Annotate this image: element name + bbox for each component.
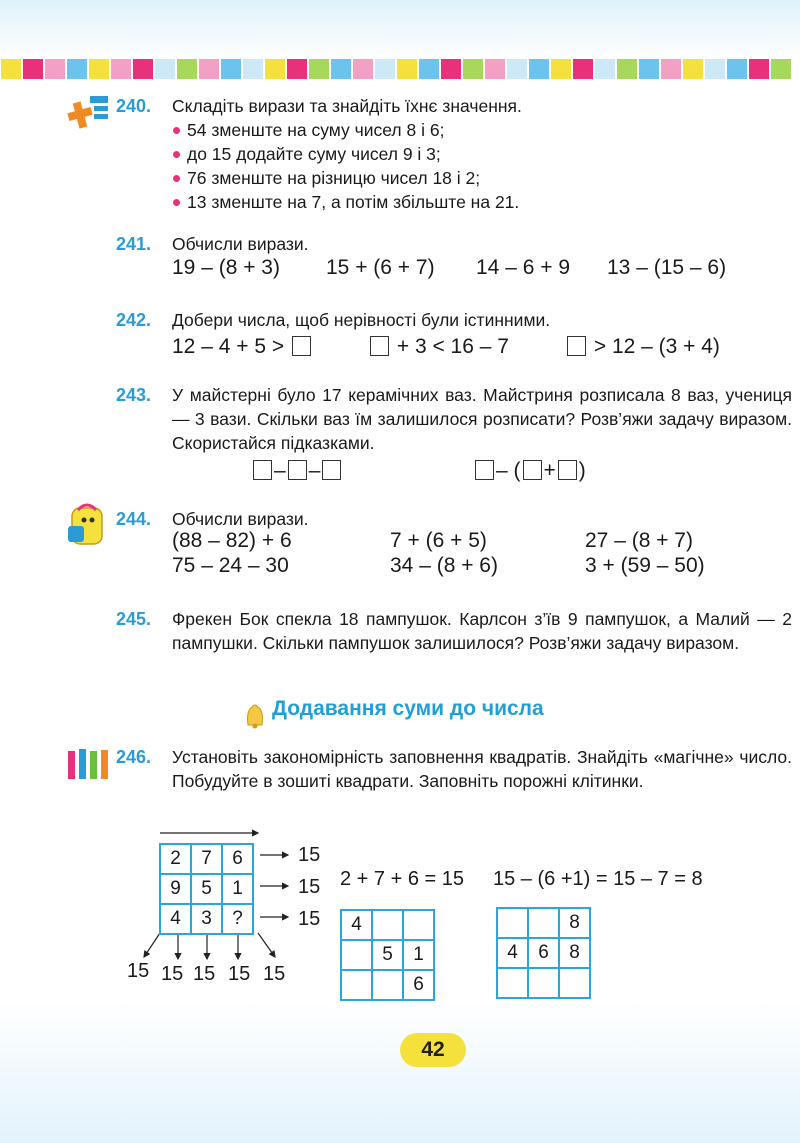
grid-cell: 1	[403, 940, 434, 970]
expression: (88 – 82) + 6	[172, 529, 292, 552]
list-item: до 15 додайте суму чисел 9 і 3;	[172, 142, 519, 166]
list-item: 13 зменште на 7, а потім збільште на 21.	[172, 190, 519, 214]
strip-cell	[462, 58, 484, 80]
strip-cell	[66, 58, 88, 80]
strip-cell	[704, 58, 726, 80]
grid-cell: 6	[403, 970, 434, 1000]
strip-cell	[242, 58, 264, 80]
strip-cell	[440, 58, 462, 80]
decorative-color-strip	[0, 58, 800, 82]
grid-cell: 6	[528, 938, 559, 968]
inequality-3	[565, 335, 720, 359]
task-number: 246.	[116, 747, 152, 767]
grid-cell: 9	[160, 874, 191, 904]
strip-cell	[682, 58, 704, 80]
grid-cell: 2	[160, 844, 191, 874]
grid-cell	[528, 908, 559, 938]
strip-cell	[396, 58, 418, 80]
strip-cell	[660, 58, 682, 80]
strip-cell	[110, 58, 132, 80]
inequality-2	[368, 335, 509, 359]
grid-cell: 8	[559, 908, 590, 938]
list-item: 54 зменште на суму чисел 8 і 6;	[172, 118, 519, 142]
strip-cell	[0, 58, 22, 80]
empty-box	[558, 460, 577, 480]
grid-cell: 6	[222, 844, 253, 874]
strip-cell	[550, 58, 572, 80]
bullet-list	[172, 118, 519, 214]
row-sum: 15	[298, 908, 321, 930]
strip-cell	[616, 58, 638, 80]
grid-cell	[497, 968, 528, 998]
task-text: Обчисли вирази.	[172, 234, 309, 254]
square-b	[496, 907, 591, 999]
empty-box	[292, 336, 311, 356]
open-paren: (	[513, 459, 521, 482]
grid-cell	[341, 970, 372, 1000]
inequality-text: 12 – 4 + 5 >	[172, 335, 285, 358]
strip-cell	[352, 58, 374, 80]
task-number: 241.	[116, 234, 152, 254]
expression: 7 + (6 + 5)	[390, 529, 487, 552]
expression: 13 – (15 – 6)	[607, 256, 727, 279]
square-a	[340, 909, 435, 1001]
column-sum: 15	[193, 963, 216, 985]
strip-cell	[330, 58, 352, 80]
table-row	[341, 940, 434, 970]
grid-cell: 5	[191, 874, 222, 904]
grid-cell	[403, 910, 434, 940]
plus-sign: +	[543, 459, 556, 482]
table-row	[497, 908, 590, 938]
expression: 34 – (8 + 6)	[390, 554, 498, 577]
strip-cell	[770, 58, 792, 80]
strip-cell	[572, 58, 594, 80]
empty-box	[475, 460, 494, 480]
minus-sign: –	[496, 459, 508, 482]
strip-cell	[132, 58, 154, 80]
task-246	[116, 745, 792, 820]
strip-cell	[88, 58, 110, 80]
expression: 75 – 24 – 30	[172, 554, 289, 577]
grid-cell: 1	[222, 874, 253, 904]
task-number: 244.	[116, 509, 152, 529]
strip-cell	[220, 58, 242, 80]
task-text: Фрекен Бок спекла 18 пампушок. Карлсон з’їв 9 пампушок, а Малий — 2 пампушки. Скільки пампушок залишилося? Розв’яжи задачу виразом.	[172, 609, 792, 653]
grid-cell: 3	[191, 904, 222, 934]
expression: 14 – 6 + 9	[476, 256, 570, 279]
strip-cell	[308, 58, 330, 80]
task-text: Добери числа, щоб нерівності були істинними.	[172, 310, 551, 330]
expression: 3 + (59 – 50)	[585, 554, 705, 577]
close-paren: )	[578, 459, 586, 482]
page-number: 42	[400, 1033, 466, 1067]
math-signs-icon	[66, 92, 112, 132]
list-item: 76 зменште на різницю чисел 18 і 2;	[172, 166, 519, 190]
strip-cell	[198, 58, 220, 80]
task-number: 242.	[116, 310, 152, 330]
inequality-1	[172, 335, 313, 359]
task-number: 240.	[116, 96, 152, 116]
task-text: У майстерні було 17 керамічних ваз. Майстриня розписала 8 ваз, учениця — 3 вази. Скільки ваз їм залишилося розписати? Розв’яжи задачу виразом. Скористайся підказками.	[172, 385, 792, 453]
grid-cell	[372, 970, 403, 1000]
column-sum: 15	[228, 963, 251, 985]
strip-cell	[176, 58, 198, 80]
strip-cell	[506, 58, 528, 80]
task-text: Складіть вирази та знайдіть їхнє значення.	[172, 96, 522, 116]
task-number: 245.	[116, 609, 152, 629]
task-text: Установіть закономірність заповнення квадратів. Знайдіть «магічне» число. Побудуйте в зошиті квадрати. Заповніть порожні клітинки.	[172, 747, 792, 791]
task-240	[116, 94, 736, 214]
minus-sign: –	[308, 459, 321, 482]
strip-cell	[528, 58, 550, 80]
hint-expression-1	[251, 459, 343, 483]
table-row	[160, 904, 253, 934]
empty-box	[322, 460, 341, 480]
pencils-icon	[62, 745, 112, 785]
table-row	[497, 968, 590, 998]
inequality-text: > 12 – (3 + 4)	[593, 335, 720, 358]
bell-icon	[242, 699, 268, 729]
grid-cell: 8	[559, 938, 590, 968]
inequality-text: + 3 < 16 – 7	[396, 335, 509, 358]
strip-cell	[44, 58, 66, 80]
strip-cell	[264, 58, 286, 80]
task-243	[116, 383, 792, 463]
strip-cell	[484, 58, 506, 80]
grid-cell: 4	[341, 910, 372, 940]
column-sum: 15	[263, 963, 286, 985]
grid-cell	[497, 908, 528, 938]
magic-square	[159, 843, 254, 935]
grid-cell	[559, 968, 590, 998]
grid-cell: 4	[160, 904, 191, 934]
strip-cell	[374, 58, 396, 80]
row-sum: 15	[298, 876, 321, 898]
empty-box	[567, 336, 586, 356]
empty-box	[523, 460, 542, 480]
grid-cell: ?	[222, 904, 253, 934]
strip-cell	[286, 58, 308, 80]
grid-cell	[341, 940, 372, 970]
backpack-icon	[64, 500, 110, 548]
column-sum: 15	[161, 963, 184, 985]
minus-sign: –	[274, 459, 286, 482]
strip-cell	[22, 58, 44, 80]
empty-box	[253, 460, 272, 480]
grid-cell: 7	[191, 844, 222, 874]
table-row	[497, 938, 590, 968]
hint-expression-2	[473, 459, 586, 483]
empty-box	[288, 460, 307, 480]
expression: 19 – (8 + 3)	[172, 256, 280, 279]
table-row	[341, 910, 434, 940]
task-245	[116, 607, 792, 682]
equation-1: 2 + 7 + 6 = 15	[340, 868, 464, 890]
section-heading: Додавання суми до числа	[272, 697, 544, 720]
strip-cell	[154, 58, 176, 80]
empty-box	[370, 336, 389, 356]
grid-cell	[372, 910, 403, 940]
table-row	[160, 844, 253, 874]
strip-cell	[726, 58, 748, 80]
grid-cell: 5	[372, 940, 403, 970]
table-row	[341, 970, 434, 1000]
expression: 27 – (8 + 7)	[585, 529, 693, 552]
strip-cell	[418, 58, 440, 80]
row-sum: 15	[298, 844, 321, 866]
expression: 15 + (6 + 7)	[326, 256, 435, 279]
task-text: Обчисли вирази.	[172, 509, 309, 529]
table-row	[160, 874, 253, 904]
task-242	[116, 308, 736, 338]
task-number: 243.	[116, 385, 152, 405]
strip-cell	[638, 58, 660, 80]
grid-cell: 4	[497, 938, 528, 968]
column-sum: 15	[127, 960, 150, 982]
equation-2: 15 – (6 +1) = 15 – 7 = 8	[493, 868, 703, 890]
grid-cell	[528, 968, 559, 998]
strip-cell	[594, 58, 616, 80]
strip-cell	[748, 58, 770, 80]
